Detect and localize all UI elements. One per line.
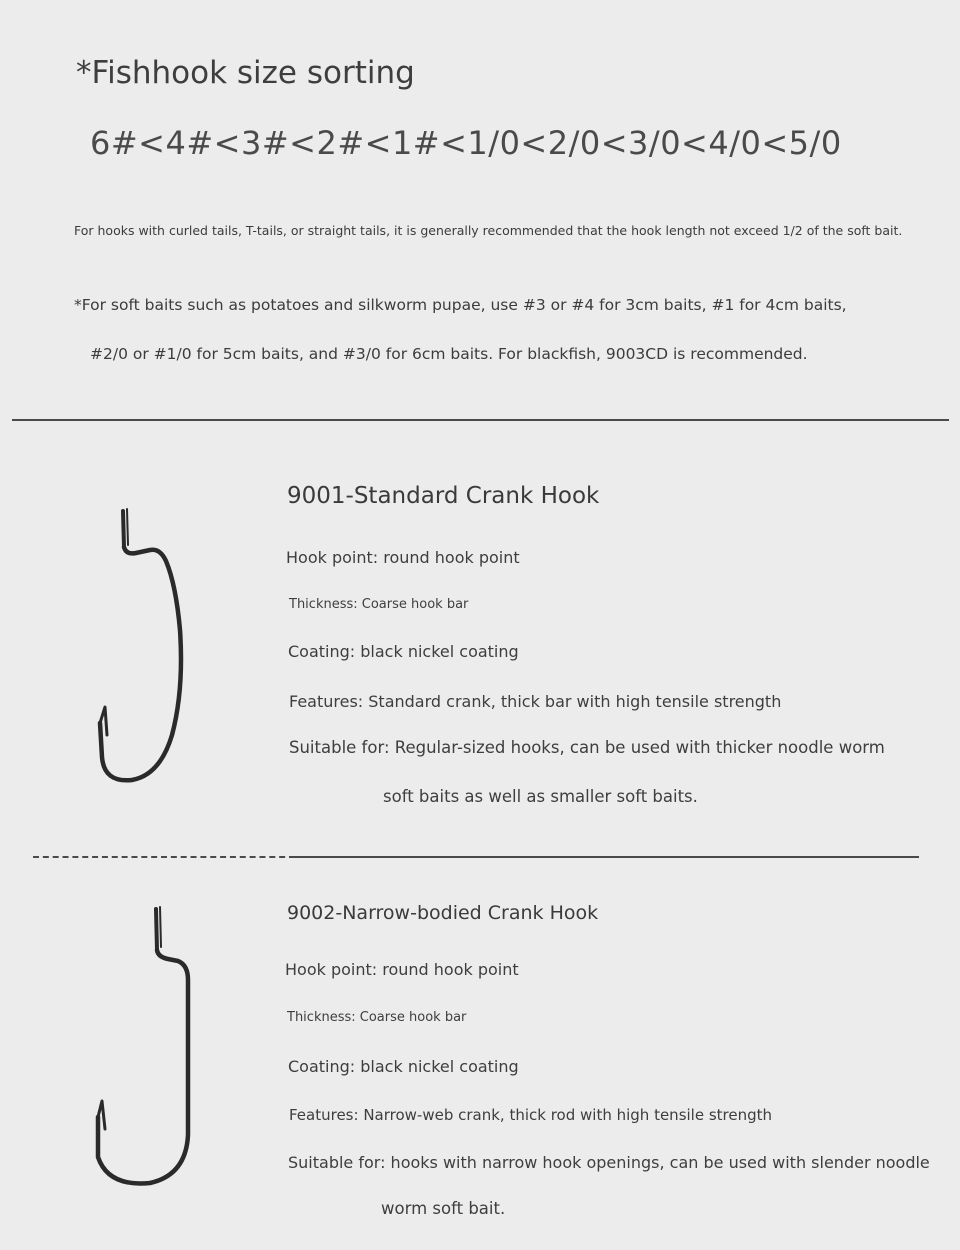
soft-bait-note-line-1: *For soft baits such as potatoes and silkworm pupae, use #3 or #4 for 3cm baits, #1 for 4cm baits, (74, 296, 847, 314)
page-title: *Fishhook size sorting (76, 55, 415, 91)
spec-suitable-line-2: worm soft bait. (381, 1199, 506, 1218)
dashed-divider (33, 856, 295, 858)
size-order: 6#<4#<3#<2#<1#<1/0<2/0<3/0<4/0<5/0 (90, 124, 842, 162)
spec-hook-point: Hook point: round hook point (285, 960, 519, 979)
spec-thickness: Thickness: Coarse hook bar (287, 1010, 467, 1025)
spec-coating: Coating: black nickel coating (288, 642, 519, 661)
spec-hook-point: Hook point: round hook point (286, 548, 520, 567)
spec-suitable-line-2: soft baits as well as smaller soft baits. (383, 787, 698, 806)
hook-length-note: For hooks with curled tails, T-tails, or straight tails, it is generally recommended that the hook length not exceed 1/2 of the soft bait. (74, 223, 903, 238)
spec-coating: Coating: black nickel coating (288, 1057, 519, 1076)
soft-bait-note-line-2: #2/0 or #1/0 for 5cm baits, and #3/0 for 6cm baits. For blackfish, 9003CD is recommended. (90, 345, 808, 363)
spec-features: Features: Narrow-web crank, thick rod with high tensile strength (289, 1106, 773, 1124)
spec-suitable-line-1: Suitable for: Regular-sized hooks, can be used with thicker noodle worm (289, 738, 885, 757)
spec-thickness: Thickness: Coarse hook bar (289, 597, 469, 612)
fishhook-icon (78, 895, 218, 1205)
fishhook-icon (80, 495, 210, 805)
product-title-9002: 9002-Narrow-bodied Crank Hook (287, 902, 599, 924)
product-title-9001: 9001-Standard Crank Hook (287, 483, 600, 509)
spec-features: Features: Standard crank, thick bar with high tensile strength (289, 692, 782, 711)
spec-suitable-line-1: Suitable for: hooks with narrow hook openings, can be used with slender noodle (288, 1153, 930, 1172)
section-divider (12, 419, 949, 421)
product-divider (295, 856, 919, 858)
